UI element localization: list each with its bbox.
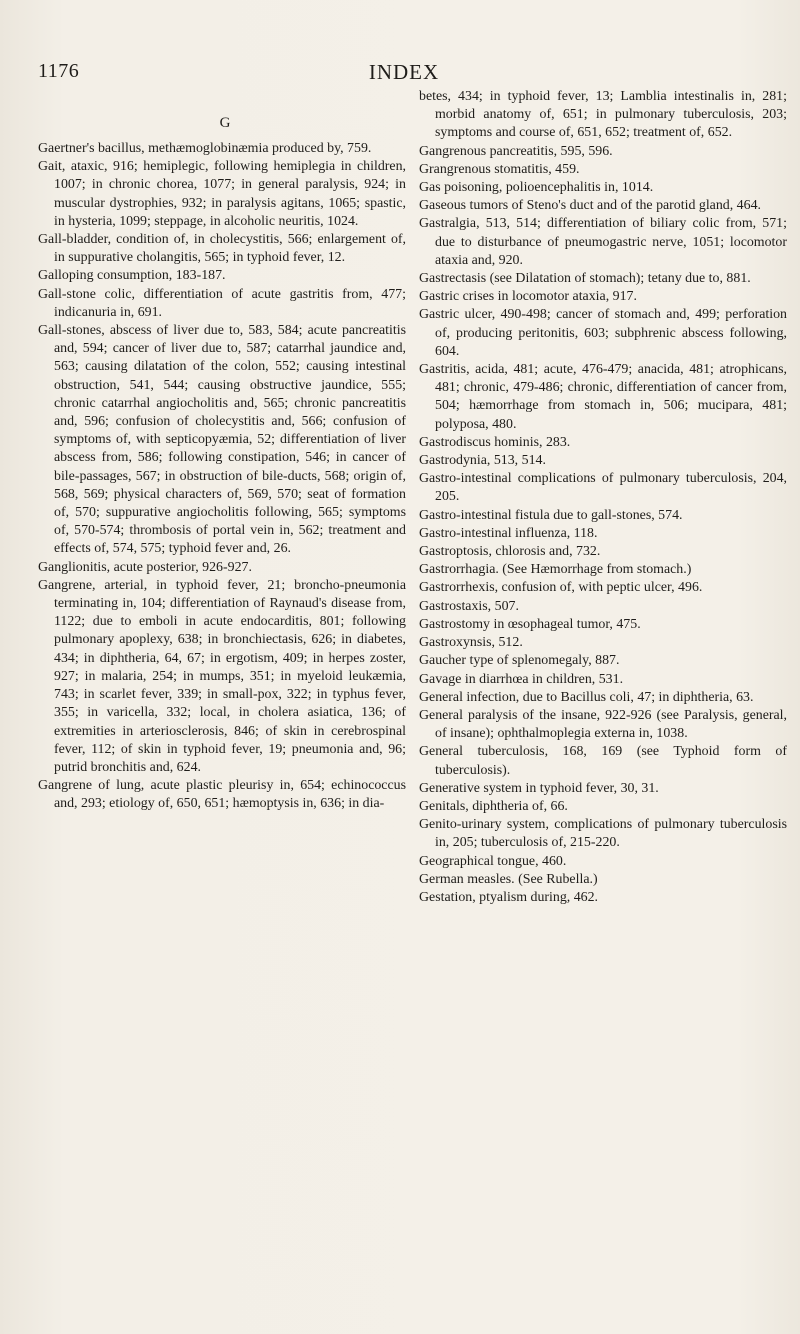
page-header <box>34 60 774 86</box>
index-entry: Galloping consumption, 183-187. <box>38 268 226 284</box>
index-entry: Gastralgia, 513, 514; differentiation of biliary colic from, 571; due to disturbance of pneumogastric nerve, 1051; locomotor ataxia and, 920. <box>419 216 787 268</box>
index-entry: Gastrodiscus hominis, 283. <box>419 434 571 450</box>
index-entry: Gestation, ptyalism during, 462. <box>419 889 599 905</box>
index-entry: Gastrodynia, 513, 514. <box>419 453 546 469</box>
index-entry: Grangrenous stomatitis, 459. <box>419 161 580 177</box>
right-column <box>419 88 787 907</box>
index-entry: Gall-bladder, condition of, in cholecystitis, 566; enlargement of, in suppurative cholangitis, 565; in typhoid fever, 12. <box>38 232 406 266</box>
index-entry: Gastro-intestinal influenza, 118. <box>419 525 598 541</box>
index-entry: Gangrenous pancreatitis, 595, 596. <box>419 143 613 159</box>
index-entry: Gaseous tumors of Steno's duct and of the parotid gland, 464. <box>419 198 761 214</box>
section-letter: G <box>219 115 231 131</box>
index-entry: Gas poisoning, polioencephalitis in, 1014. <box>419 180 654 196</box>
index-entry: German measles. (See Rubella.) <box>419 871 598 887</box>
index-entry: General tuberculosis, 168, 169 (see Typhoid form of tuberculosis). <box>419 744 787 778</box>
index-entry: Gastritis, acida, 481; acute, 476-479; anacida, 481; atrophicans, 481; chronic, 479-486; chronic, differentiation of cancer from, 504; hæmorrhage from stomach in, 506; mucipara, 481; polyposa, 480. <box>419 362 787 432</box>
index-entry: Gastrorrhagia. (See Hæmorrhage from stomach.) <box>419 562 692 578</box>
index-entry: Gastric crises in locomotor ataxia, 917. <box>419 289 637 305</box>
index-entry: Gaucher type of splenomegaly, 887. <box>419 653 620 669</box>
index-entry: Genitals, diphtheria of, 66. <box>419 798 568 814</box>
index-entry: Gastroptosis, chlorosis and, 732. <box>419 544 601 560</box>
index-entry: General infection, due to Bacillus coli, 47; in diphtheria, 63. <box>419 689 754 705</box>
index-entry: Gastrorrhexis, confusion of, with peptic ulcer, 496. <box>419 580 703 596</box>
index-entry: Gall-stone colic, differentiation of acute gastritis from, 477; indicanuria in, 691. <box>38 286 406 320</box>
index-entry: Gangrene, arterial, in typhoid fever, 21; broncho-pneumonia terminating in, 104; differentiation of Raynaud's disease from, 1122; due to emboli in acute endocarditis, 801; following pulmonary apoplexy, 638; in bronchiectasis, 626; in diabetes, 434; in diphtheria, 64, 67; in ergotism, 409; in herpes zoster, 927; in malaria, 254; in mumps, 351; in myeloid leukæmia, 743; in scarlet fever, 339; in small-pox, 322; in typhus fever, 355; in varicella, 332; local, in cholera asiatica, 136; of extremities in arteriosclerosis, 846; of skin in cerebrospinal fever, 112; of skin in typhoid fever, 19; pneumonia and, 96; putrid bronchitis and, 624. <box>38 577 406 775</box>
page-number: 1176 <box>38 60 80 82</box>
index-entry: Gastrectasis (see Dilatation of stomach); tetany due to, 881. <box>419 271 751 287</box>
index-entry: Gall-stones, abscess of liver due to, 583, 584; acute pancreatitis and, 594; cancer of liver due to, 587; catarrhal jaundice and, 563; causing dilatation of the colon, 552; causing intestinal obstruction, 541, 544; causing obstructive jaundice, 555; chronic catarrhal angiocholitis and, 565; chronic pancreatitis and, 596; confusion of cholecystitis and, 566; confusion of symptoms of, with septicopyæmia, 52; differentiation of liver abscess from, 586; following constipation, 546; in cancer of bile-passages, 567; in obstruction of bile-ducts, 568; origin of, 568, 569; physical characters of, 569, 570; seat of formation of, 570; suppurative angiocholitis following, 565; symptoms of, 570-574; thrombosis of portal vein in, 562; treatment and effects of, 574, 575; typhoid fever and, 26. <box>38 323 406 557</box>
index-entry: Geographical tongue, 460. <box>419 853 567 869</box>
index-entry: General paralysis of the insane, 922-926 (see Paralysis, general, of insane); ophthalmoplegia externa in, 1038. <box>419 707 787 742</box>
index-entry: Genito-urinary system, complications of pulmonary tuberculosis in, 205; tuberculosis of, 215-220. <box>419 817 787 851</box>
index-entry: Gait, ataxic, 916; hemiplegic, following hemiplegia in children, 1007; in chronic chorea, 1077; in general paralysis, 924; in muscular dystrophies, 932; in paralysis agitans, 1065; spastic, in hysteria, 1099; steppage, in alcoholic neuritis, 1024. <box>38 159 406 229</box>
index-entry: Gavage in diarrhœa in children, 531. <box>419 671 624 687</box>
index-entry: Gangrene of lung, acute plastic pleurisy in, 654; echinococcus and, 293; etiology of, 650, 651; hæmoptysis in, 636; in dia- <box>38 778 406 812</box>
index-entry: Generative system in typhoid fever, 30, 31. <box>419 780 659 796</box>
index-entry: Ganglionitis, acute posterior, 926-927. <box>38 559 252 575</box>
index-entry: Gastrostomy in œsophageal tumor, 475. <box>419 616 641 632</box>
index-entry: betes, 434; in typhoid fever, 13; Lamblia intestinalis in, 281; morbid anatomy of, 651; in pulmonary tuberculosis, 203; symptoms and course of, 651, 652; treatment of, 652. <box>419 89 787 141</box>
index-entry: Gaertner's bacillus, methæmoglobinæmia produced by, 759. <box>38 141 372 156</box>
index-entry: Gastro-intestinal complications of pulmonary tuberculosis, 204, 205. <box>419 471 787 505</box>
index-entry: Gastroxynsis, 512. <box>419 635 523 651</box>
index-entry: Gastrostaxis, 507. <box>419 598 519 614</box>
index-entry: Gastro-intestinal fistula due to gall-stones, 574. <box>419 507 683 523</box>
running-head: INDEX <box>368 60 440 84</box>
index-entry: Gastric ulcer, 490-498; cancer of stomach and, 499; perforation of, producing peritonitis, 603; subphrenic abscess following, 604. <box>419 307 787 359</box>
left-column <box>38 140 406 814</box>
